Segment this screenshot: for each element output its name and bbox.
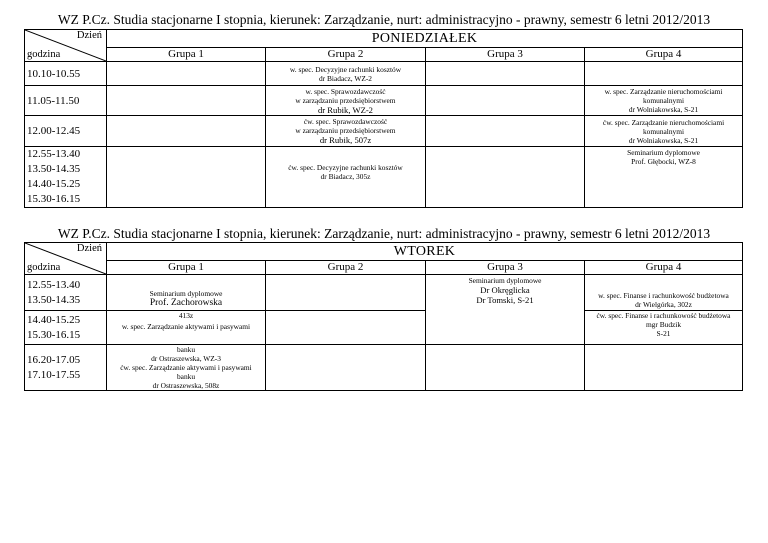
group-header: Grupa 1 xyxy=(107,261,266,275)
class-cell: 413z w. spec. Zarządzanie aktywami i pasywami xyxy=(107,311,266,345)
hour-block: 12.55-13.40 13.50-14.35 14.40-15.25 15.30-16.15 xyxy=(25,147,107,208)
empty-cell xyxy=(107,116,266,147)
group-header: Grupa 2 xyxy=(266,48,426,62)
hour-cell: 12.00-12.45 xyxy=(25,116,107,147)
empty-cell xyxy=(426,116,585,147)
group-header: Grupa 4 xyxy=(585,48,743,62)
empty-cell xyxy=(426,62,585,86)
schedule-title-monday: WZ P.Cz. Studia stacjonarne I stopnia, kierunek: Zarządzanie, nurt: administracyjno - prawny, semestr 6 letni 2012/2013 xyxy=(57,12,711,27)
hour-block: 14.40-15.25 15.30-16.15 xyxy=(25,311,107,345)
class-cell: ćw. spec. Sprawozdawczość w zarządzaniu przedsiębiorstwem dr Rubik, 507z xyxy=(266,116,426,147)
corner-day-label: Dzień xyxy=(76,243,102,254)
hour-block: 16.20-17.05 17.10-17.55 xyxy=(25,345,107,391)
day-title-monday: PONIEDZIAŁEK xyxy=(371,31,478,46)
empty-cell xyxy=(266,345,426,391)
group-header: Grupa 1 xyxy=(107,48,266,62)
class-cell: banku dr Ostraszewska, WZ-3 ćw. spec. Zarządzanie aktywami i pasywami banku dr Ostraszewska, 508z xyxy=(107,345,266,391)
empty-cell xyxy=(426,86,585,116)
corner-day-label: Dzień xyxy=(76,30,102,41)
hour-cell: 10.10-10.55 xyxy=(25,62,107,86)
empty-cell xyxy=(266,275,426,311)
group-header: Grupa 3 xyxy=(426,48,585,62)
corner-header xyxy=(25,30,107,62)
day-title-tuesday: WTOREK xyxy=(393,244,456,259)
hour-block: 12.55-13.40 13.50-14.35 xyxy=(25,275,107,311)
schedule-table-monday xyxy=(24,29,743,208)
corner-hour-label: godzina xyxy=(27,262,61,273)
empty-cell xyxy=(426,345,585,391)
schedule-table-tuesday xyxy=(24,242,743,391)
class-cell: Seminarium dyplomowe Prof. Zachorowska xyxy=(107,275,266,311)
empty-cell xyxy=(585,62,743,86)
empty-cell xyxy=(107,62,266,86)
empty-cell xyxy=(585,345,743,391)
corner-header xyxy=(25,243,107,275)
class-cell: w. spec. Decyzyjne rachunki kosztów dr Biadacz, WZ-2 xyxy=(266,62,426,86)
group-header: Grupa 3 xyxy=(426,261,585,275)
class-cell: Seminarium dyplomowe Dr Okręglicka Dr Tomski, S-21 xyxy=(426,275,585,345)
class-cell: ćw. spec. Finanse i rachunkowość budżetowa mgr Budzik S-21 xyxy=(585,311,743,345)
class-cell: w. spec. Zarządzanie nieruchomościami komunalnymi dr Wolniakowska, S-21 xyxy=(585,86,743,116)
empty-cell xyxy=(107,86,266,116)
empty-cell xyxy=(107,147,266,208)
group-header: Grupa 4 xyxy=(585,261,743,275)
corner-hour-label: godzina xyxy=(27,49,61,60)
class-cell: ćw. spec. Decyzyjne rachunki kosztów dr Biadacz, 305z xyxy=(266,147,426,208)
class-cell: w. spec. Sprawozdawczość w zarządzaniu przedsiębiorstwem dr Rubik, WZ-2 xyxy=(266,86,426,116)
empty-cell xyxy=(426,147,585,208)
hour-cell: 11.05-11.50 xyxy=(25,86,107,116)
class-cell: Seminarium dyplomowe Prof. Głębocki, WZ-8 xyxy=(585,147,743,208)
empty-cell xyxy=(266,311,426,345)
group-header: Grupa 2 xyxy=(266,261,426,275)
class-cell: ćw. spec. Zarządzanie nieruchomościami komunalnymi dr Wolniakowska, S-21 xyxy=(585,116,743,147)
class-cell: w. spec. Finanse i rachunkowość budżetowa dr Wielgórka, 302z xyxy=(585,275,743,311)
schedule-title-tuesday: WZ P.Cz. Studia stacjonarne I stopnia, kierunek: Zarządzanie, nurt: administracyjno - prawny, semestr 6 letni 2012/2013 xyxy=(57,226,711,241)
